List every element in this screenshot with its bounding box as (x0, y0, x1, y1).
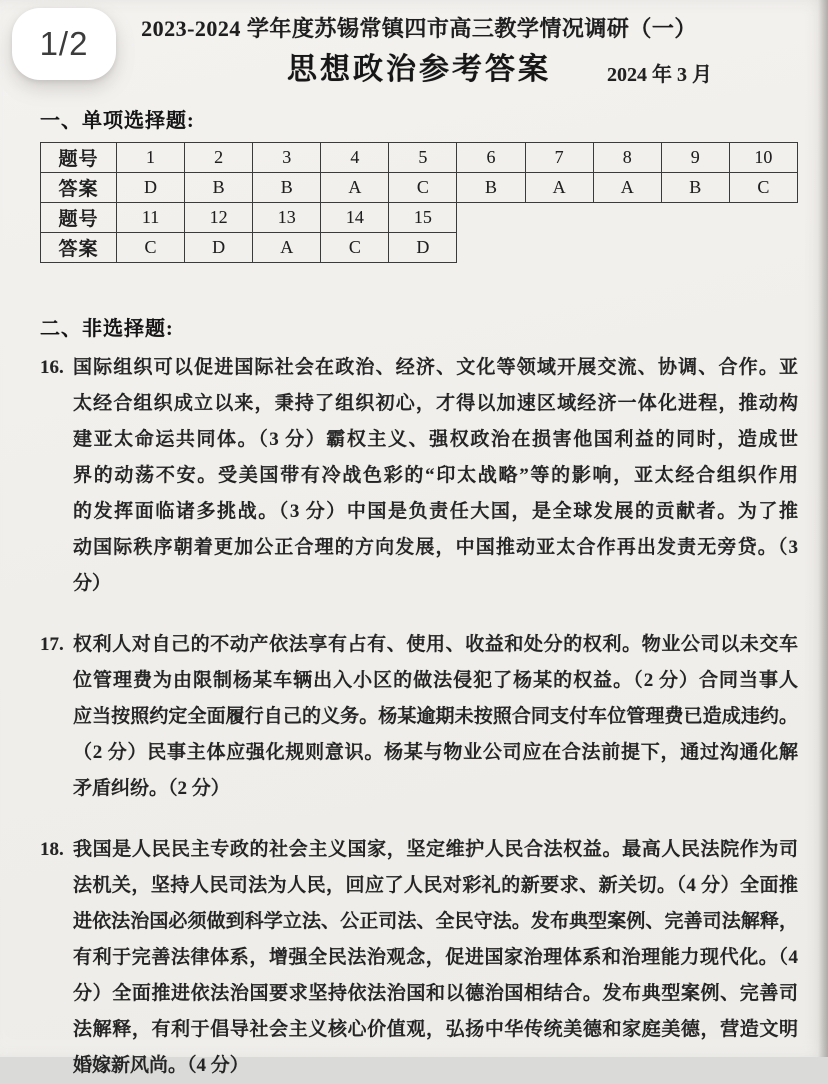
answer-cell: D (185, 233, 253, 263)
section-non-choice (40, 312, 798, 1084)
row-header-cell: 答案 (41, 173, 117, 203)
empty-cell (729, 233, 797, 263)
answer-cell: B (253, 173, 321, 203)
empty-cell (661, 203, 729, 233)
row-header-cell: 答案 (41, 233, 117, 263)
answer-cell: A (253, 233, 321, 263)
empty-cell (457, 203, 525, 233)
answer-cell: A (593, 173, 661, 203)
question-line: 分） (73, 573, 112, 594)
empty-cell (593, 233, 661, 263)
answer-cell: 10 (729, 143, 797, 173)
question-line: 进依法治国必须做到科学立法、公正司法、全民守法。发布典型案例、完善司法解释， (73, 911, 798, 932)
question-line: 矛盾纠纷。（2 分） (73, 778, 230, 799)
answer-cell: D (117, 173, 185, 203)
empty-cell (729, 203, 797, 233)
answer-table-row (41, 233, 798, 263)
page-indicator-label: 1/2 (39, 25, 89, 62)
answer-cell: 5 (389, 143, 457, 173)
answer-cell: 14 (321, 203, 389, 233)
answer-cell: 3 (253, 143, 321, 173)
answer-cell: 13 (253, 203, 321, 233)
document-header (40, 14, 798, 91)
empty-cell (525, 203, 593, 233)
answer-table-row (41, 173, 798, 203)
question-line: 太经合组织成立以来，秉持了组织初心，才得以加速区域经济一体化进程，推动构 (73, 393, 798, 414)
question-line: 界的动荡不安。受美国带有冷战色彩的“印太战略”等的影响，亚太经合组织作用 (73, 465, 798, 486)
answer-table-row (41, 143, 798, 173)
question-line: 的发挥面临诸多挑战。（3 分）中国是负责任大国，是全球发展的贡献者。为了推 (73, 501, 798, 522)
question-line: 应当按照约定全面履行自己的义务。杨某逾期未按照合同支付车位管理费已造成违约。 (73, 706, 798, 727)
exam-title: 2023-2024 学年度苏锡常镇四市高三教学情况调研（一） (141, 16, 697, 41)
question-18 (40, 832, 798, 1084)
question-line: 有利于完善法律体系，增强全民法治观念，促进国家治理体系和治理能力现代化。（4 (73, 947, 798, 968)
question-line: 法机关，坚持人民司法为人民，回应了人民对彩礼的新要求、新关切。（4 分）全面推 (73, 875, 798, 896)
answer-cell: B (457, 173, 525, 203)
answer-table-row (41, 203, 798, 233)
answer-cell: 8 (593, 143, 661, 173)
multiple-choice-heading: 一、单项选择题: (40, 110, 195, 132)
empty-cell (593, 203, 661, 233)
answer-cell: C (117, 233, 185, 263)
answer-cell: 7 (525, 143, 593, 173)
answer-cell: 12 (185, 203, 253, 233)
answer-cell: 9 (661, 143, 729, 173)
question-number: 16. (40, 357, 64, 378)
answer-cell: 6 (457, 143, 525, 173)
question-16 (40, 350, 798, 602)
answer-cell: C (729, 173, 797, 203)
question-line: （2 分）民事主体应强化规则意识。杨某与物业公司应在合法前提下，通过沟通化解 (73, 742, 798, 763)
section-multiple-choice (40, 104, 798, 263)
question-number: 18. (40, 839, 64, 860)
answer-cell: 4 (321, 143, 389, 173)
question-line: 权利人对自己的不动产依法享有占有、使用、收益和处分的权利。物业公司以未交车 (73, 634, 798, 655)
answer-cell: 1 (117, 143, 185, 173)
answer-table (40, 142, 798, 263)
question-17 (40, 627, 798, 807)
answer-cell: A (525, 173, 593, 203)
answer-cell: A (321, 173, 389, 203)
non-choice-heading: 二、非选择题: (40, 318, 174, 340)
empty-cell (457, 233, 525, 263)
answer-table-body (41, 143, 798, 263)
question-line: 婚嫁新风尚。（4 分） (73, 1055, 249, 1076)
question-number: 17. (40, 634, 64, 655)
answer-cell: D (389, 233, 457, 263)
questions (40, 350, 798, 1084)
question-line: 位管理费为由限制杨某车辆出入小区的做法侵犯了杨某的权益。（2 分）合同当事人 (73, 670, 798, 691)
question-line: 分）全面推进依法治国要求坚持依法治国和以德治国相结合。发布典型案例、完善司 (73, 983, 798, 1004)
question-line: 建亚太命运共同体。（3 分）霸权主义、强权政治在损害他国利益的同时，造成世 (73, 429, 798, 450)
document-date: 2024 年 3 月 (607, 64, 712, 86)
row-header-cell: 题号 (41, 203, 117, 233)
question-line: 我国是人民民主专政的社会主义国家，坚定维护人民合法权益。最高人民法院作为司 (73, 839, 798, 860)
answer-cell: C (389, 173, 457, 203)
answer-cell: 11 (117, 203, 185, 233)
row-header-cell: 题号 (41, 143, 117, 173)
question-line: 国际组织可以促进国际社会在政治、经济、文化等领域开展交流、协调、合作。亚 (73, 357, 798, 378)
answer-cell: B (661, 173, 729, 203)
empty-cell (525, 233, 593, 263)
subtitle-row (40, 49, 798, 91)
answer-cell: B (185, 173, 253, 203)
page-indicator-badge (12, 8, 116, 80)
question-line: 法解释，有利于倡导社会主义核心价值观，弘扬中华传统美德和家庭美德，营造文明 (73, 1019, 798, 1040)
subject-title: 思想政治参考答案 (287, 53, 551, 86)
empty-cell (661, 233, 729, 263)
question-line: 动国际秩序朝着更加公正合理的方向发展，中国推动亚太合作再出发责无旁贷。（3 (73, 537, 798, 558)
answer-cell: 2 (185, 143, 253, 173)
answer-cell: 15 (389, 203, 457, 233)
answer-cell: C (321, 233, 389, 263)
